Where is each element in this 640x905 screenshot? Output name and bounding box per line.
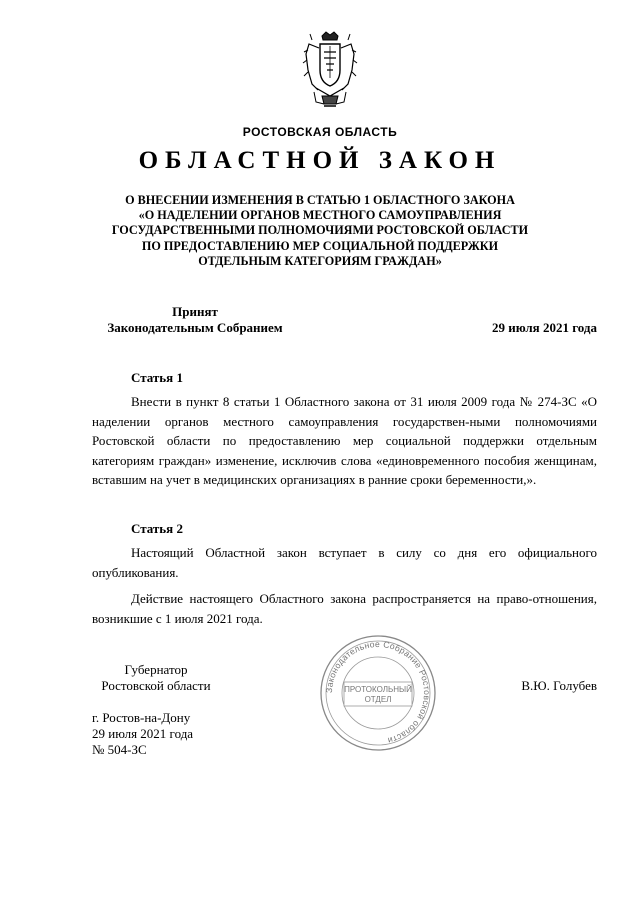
adoption-line2: Законодательным Собранием <box>107 320 283 335</box>
adoption-label <box>90 304 300 336</box>
signing-place: г. Ростов-на-Дону <box>92 710 191 725</box>
document-type: ОБЛАСТНОЙ ЗАКОН <box>138 147 502 174</box>
signatory-title-line1: Губернатор <box>124 662 188 677</box>
stamp-ring-text: Законодательное Собрание Ростовской области <box>323 638 433 746</box>
place-and-number <box>92 710 193 758</box>
official-stamp <box>318 633 438 753</box>
law-title-line: «О НАДЕЛЕНИИ ОРГАНОВ МЕСТНОГО САМОУПРАВЛЕНИЯ <box>138 208 502 223</box>
law-title-line: ГОСУДАРСТВЕННЫМИ ПОЛНОМОЧИЯМИ РОСТОВСКОЙ ОБЛАСТИ <box>111 223 529 238</box>
stamp-center-line1: ПРОТОКОЛЬНЫЙ <box>344 685 412 694</box>
article-2-paragraph-2 <box>92 589 597 628</box>
article-2-heading: Статья 2 <box>131 521 183 536</box>
law-number: № 504-ЗС <box>92 742 147 757</box>
signatory-title <box>90 662 222 694</box>
law-title-line: О ВНЕСЕНИИ ИЗМЕНЕНИЯ В СТАТЬЮ 1 ОБЛАСТНОГО ЗАКОНА <box>125 193 515 207</box>
article-1-text <box>92 392 597 490</box>
adoption-date: 29 июля 2021 года <box>492 320 597 335</box>
article-2-para2-text: Действие настоящего Областного закона распространяется на право-отношения, возникшие с 1 июля 2021 года. <box>92 591 597 626</box>
region-name: РОСТОВСКАЯ ОБЛАСТЬ <box>242 125 398 139</box>
signatory-title-line2: Ростовской области <box>101 678 211 693</box>
article-2-paragraph-1 <box>92 543 597 582</box>
law-title <box>95 193 545 269</box>
article-1-heading: Статья 1 <box>131 370 183 385</box>
article-2-para1-text: Настоящий Областной закон вступает в силу со дня его официального опубликования. <box>92 545 597 580</box>
article-1-body: Внести в пункт 8 статьи 1 Областного закона от 31 июля 2009 года № 274-ЗС «О наделении органов местного самоуправления государствен-ными полномочиями Ростовской области по предоставлению мер социальной поддержки отдельным категориям граждан» изменение, исключив слова «единовременного пособия женщинам, вставшим на учет в медицинских организациях в ранние сроки беременности,». <box>92 394 597 487</box>
stamp-center-line2: ОТДЕЛ <box>364 695 392 704</box>
coat-of-arms-icon <box>300 30 360 110</box>
signatory-name: В.Ю. Голубев <box>521 678 597 693</box>
law-title-line: ПО ПРЕДОСТАВЛЕНИЮ МЕР СОЦИАЛЬНОЙ ПОДДЕРЖКИ <box>141 238 499 253</box>
adoption-line1: Принят <box>172 304 218 319</box>
law-title-line: ОТДЕЛЬНЫМ КАТЕГОРИЯМ ГРАЖДАН» <box>198 253 442 268</box>
signing-date: 29 июля 2021 года <box>92 726 194 741</box>
